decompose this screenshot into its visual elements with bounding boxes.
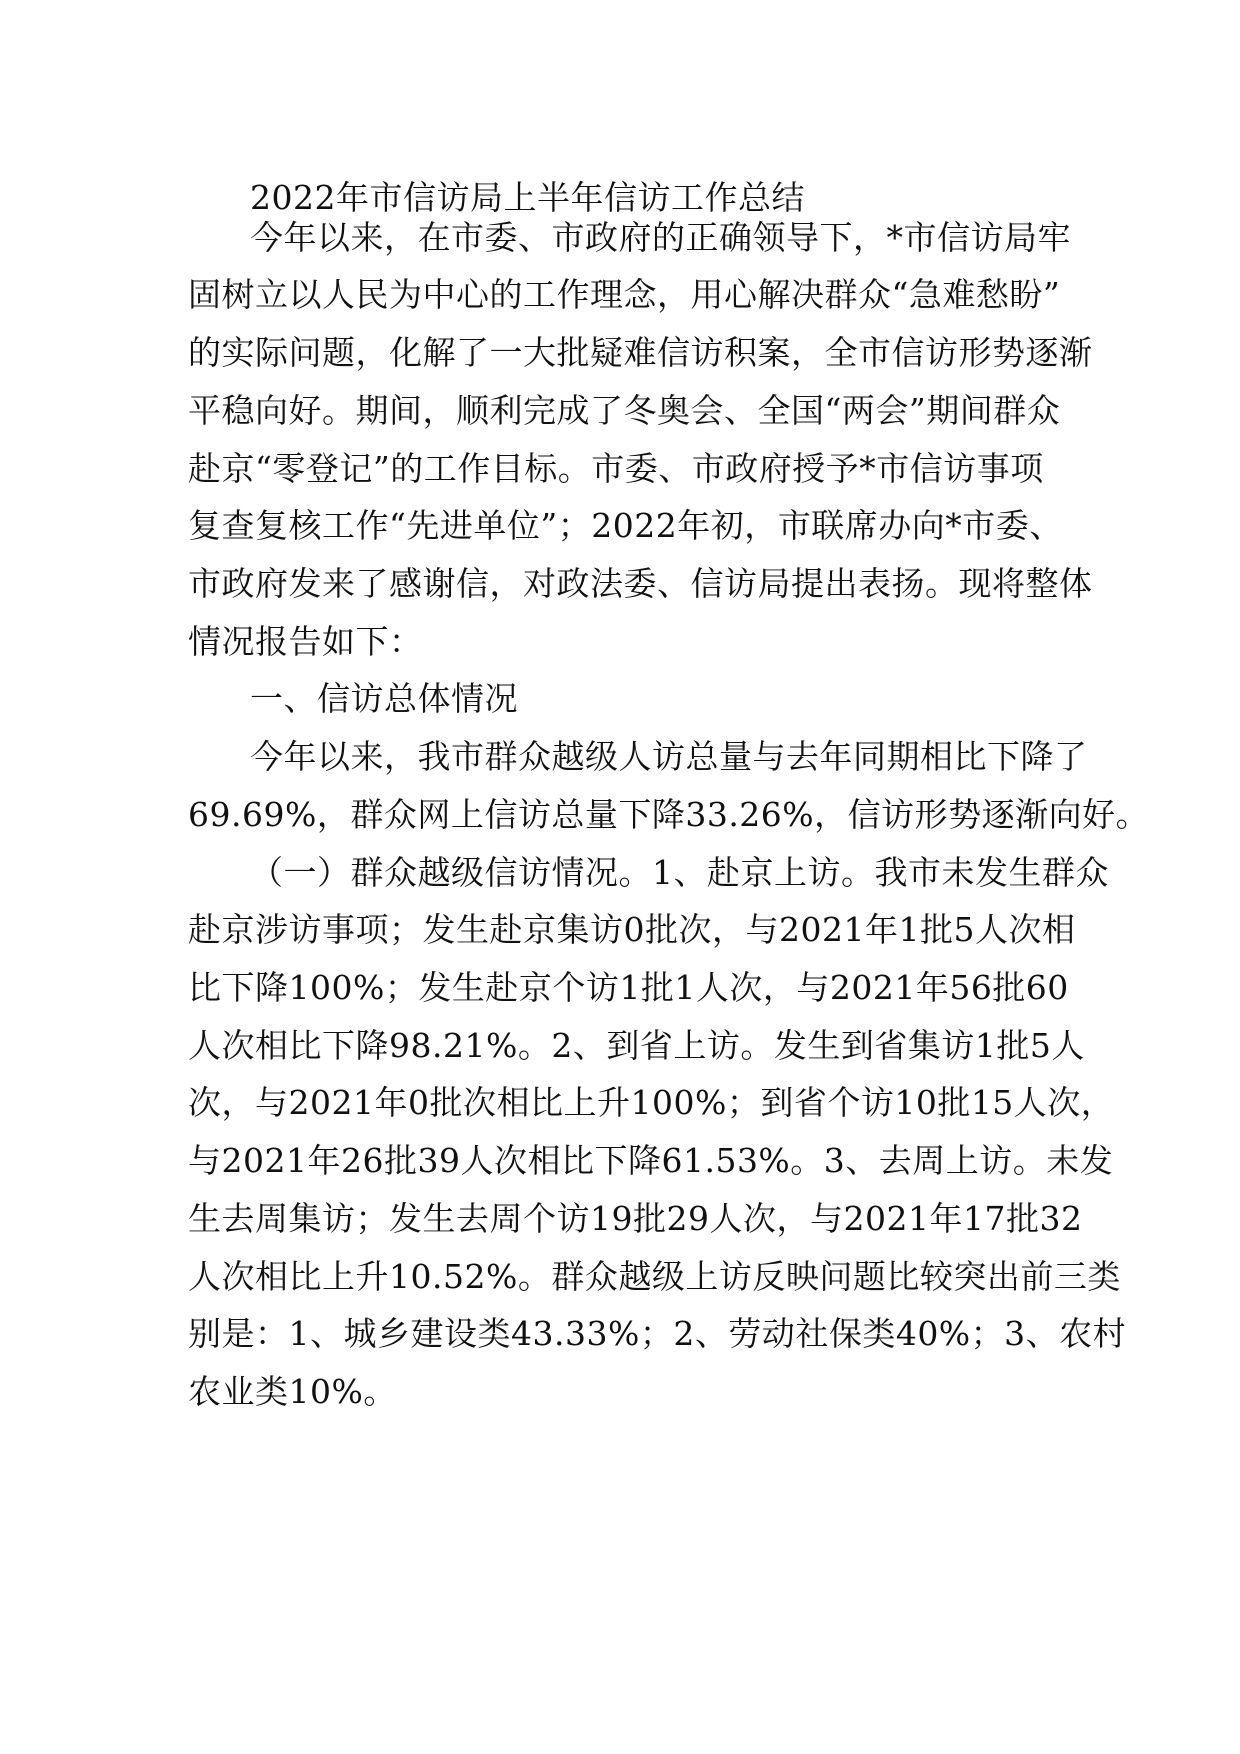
paragraph-line: 赴京涉访事项；发生赴京集访0批次，与2021年1批5人次相 [188,910,1076,949]
paragraph-line: 市政府发来了感谢信，对政法委、信访局提出表扬。现将整体 [188,564,1093,603]
paragraph-line: 平稳向好。期间，顺利完成了冬奥会、全国“两会”期间群众 [188,391,1061,430]
paragraph-line: 今年以来，我市群众越级人访总量与去年同期相比下降了 [250,737,1088,776]
paragraph-line: 农业类10%。 [188,1372,397,1411]
section-heading: 一、信访总体情况 [250,679,518,718]
paragraph-line: 固树立以人民为中心的工作理念，用心解决群众“急难愁盼” [188,275,1061,314]
paragraph-line: 69.69%，群众网上信访总量下降33.26%，信访形势逐渐向好。 [188,795,1150,834]
paragraph-line: 与2021年26批39人次相比下降61.53%。3、去周上访。未发 [188,1141,1114,1180]
paragraph-line: 人次相比上升10.52%。群众越级上访反映问题比较突出前三类 [188,1257,1121,1296]
paragraph-line: 人次相比下降98.21%。2、到省上访。发生到省集访1批5人 [188,1026,1085,1065]
document-title: 2022年市信访局上半年信访工作总结 [250,178,805,217]
paragraph-line: 比下降100%；发生赴京个访1批1人次，与2021年56批60 [188,968,1069,1007]
paragraph-line: 生去周集访；发生去周个访19批29人次，与2021年17批32 [188,1199,1083,1238]
paragraph-line: 次，与2021年0批次相比上升100%；到省个访10批15人次， [188,1083,1115,1122]
paragraph-line: 复查复核工作“先进单位”；2022年初，市联席办向*市委、 [188,506,1063,545]
paragraph-line: 今年以来，在市委、市政府的正确领导下，*市信访局牢 [250,218,1071,257]
paragraph-line: 别是：1、城乡建设类43.33%；2、劳动社保类40%；3、农村 [188,1314,1127,1353]
paragraph-line: 情况报告如下： [188,622,423,661]
paragraph-line: （一）群众越级信访情况。1、赴京上访。我市未发生群众 [250,853,1109,892]
paragraph-line: 的实际问题，化解了一大批疑难信访积案，全市信访形势逐渐 [188,333,1093,372]
paragraph-line: 赴京“零登记”的工作目标。市委、市政府授予*市信访事项 [188,449,1044,488]
